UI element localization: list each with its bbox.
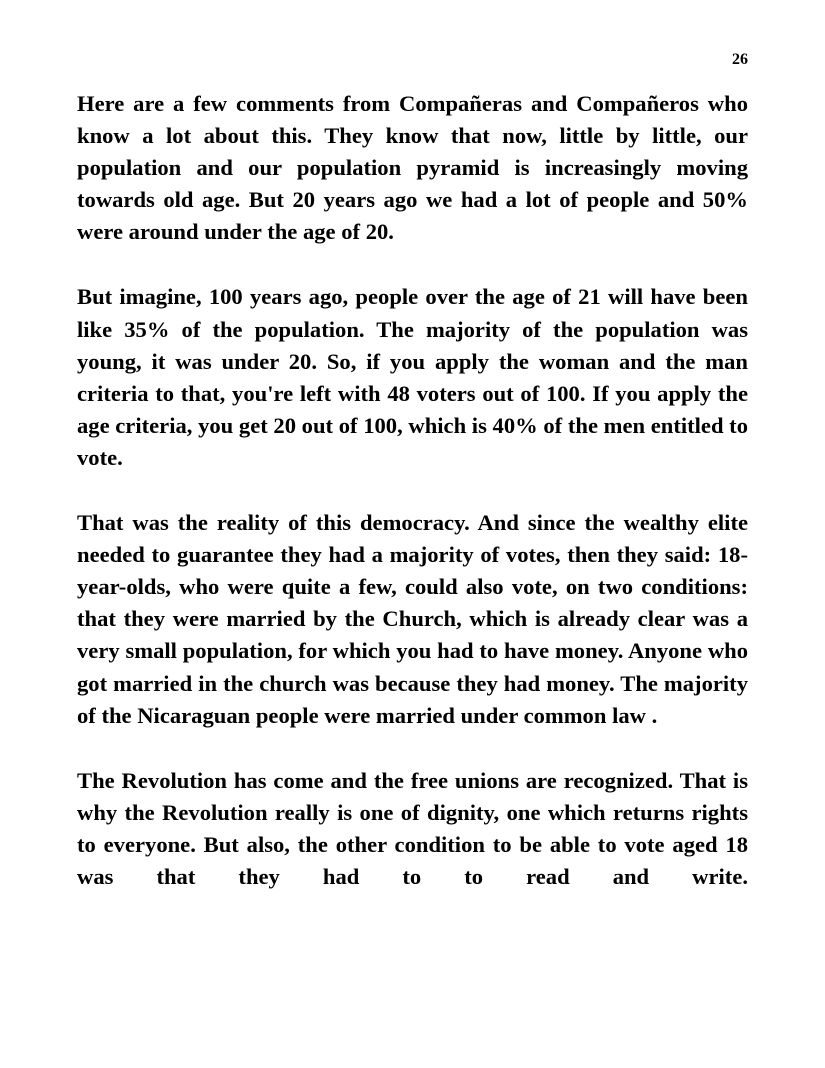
page-number: 26 <box>732 51 748 68</box>
body-text <box>77 88 748 926</box>
paragraph-3: That was the reality of this democracy. And since the wealthy elite needed to guarantee they had a majority of votes, then they said: 18-year-olds, who were quite a few, could also vote, on two conditions: that they were married by the Church, which is already clear was a very small population, for which you had to have money. Anyone who got married in the church was because they had money. The majority of the Nicaraguan people were married under common law . <box>77 510 748 728</box>
paragraph-4: The Revolution has come and the free unions are recognized. That is why the Revolution really is one of dignity, one which returns rights to everyone. But also, the other condition to be able to vote aged 18 was that they had to to read and write. <box>77 767 748 889</box>
paragraph-1: Here are a few comments from Compañeras and Compañeros who know a lot about this. They know that now, little by little, our population and our population pyramid is increasingly moving towards old age. But 20 years ago we had a lot of people and 50% were around under the age of 20. <box>77 91 748 245</box>
paragraph-2: But imagine, 100 years ago, people over the age of 21 will have been like 35% of the population. The majority of the population was young, it was under 20. So, if you apply the woman and the man criteria to that, you're left with 48 voters out of 100. If you apply the age criteria, you get 20 out of 100, which is 40% of the men entitled to vote. <box>77 284 748 470</box>
